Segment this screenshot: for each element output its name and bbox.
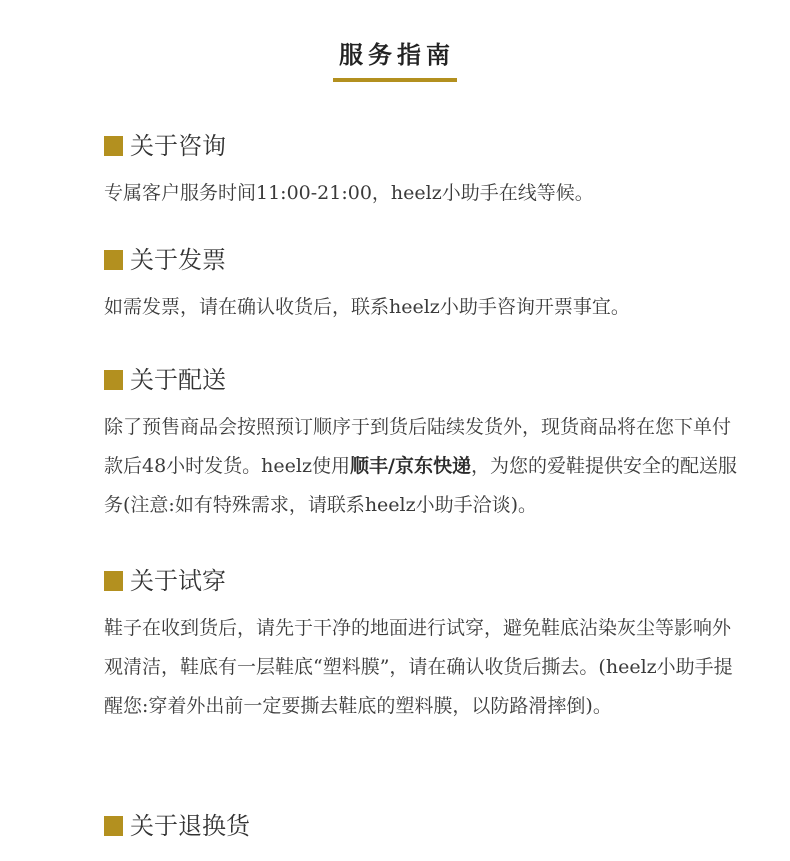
section-invoice: [104, 244, 744, 327]
section-delivery: [104, 364, 744, 525]
section-consult: [104, 130, 744, 213]
section-heading: [104, 244, 744, 276]
heading-marker-icon: [104, 136, 123, 156]
section-heading-text: 关于退换货: [130, 812, 250, 840]
section-heading: [104, 364, 744, 396]
section-body-consult: 专属客户服务时间11:00-21:00，heelz小助手在线等候。: [104, 182, 594, 204]
section-heading-text: 关于试穿: [130, 567, 226, 595]
page-title: 服务指南: [333, 40, 457, 82]
section-body-delivery: [104, 408, 744, 525]
section-tryon: [104, 565, 744, 726]
heading-marker-icon: [104, 250, 123, 270]
section-heading-text: 关于咨询: [130, 132, 226, 160]
section-body-tryon: 鞋子在收到货后，请先于干净的地面进行试穿，避免鞋底沾染灰尘等影响外观清洁，鞋底有一层鞋底“塑料膜”，请在确认收货后撕去。(heelz小助手提醒您:穿着外出前一定要撕去鞋底的塑料膜，以防路滑摔倒)。: [104, 617, 733, 717]
delivery-courier-names: 顺丰/京东快递: [350, 455, 471, 477]
section-heading: [104, 565, 744, 597]
section-heading-text: 关于配送: [130, 366, 226, 394]
heading-marker-icon: [104, 571, 123, 591]
section-body-invoice: 如需发票，请在确认收货后，联系heelz小助手咨询开票事宜。: [104, 296, 630, 318]
section-heading: [104, 810, 744, 842]
section-heading: [104, 130, 744, 162]
delivery-text-part2: ，为您的爱鞋提供安全的配送服务(注意:如有特殊需求，请联系heelz小助手洽谈)。: [104, 455, 737, 516]
section-heading-text: 关于发票: [130, 246, 226, 274]
section-return: [104, 810, 744, 842]
heading-marker-icon: [104, 370, 123, 390]
delivery-text-part1: 除了预售商品会按照预订顺序于到货后陆续发货外，现货商品将在您下单付款后48小时发货。heelz使用: [104, 416, 732, 477]
heading-marker-icon: [104, 816, 123, 836]
page-title-wrap: [0, 40, 790, 82]
